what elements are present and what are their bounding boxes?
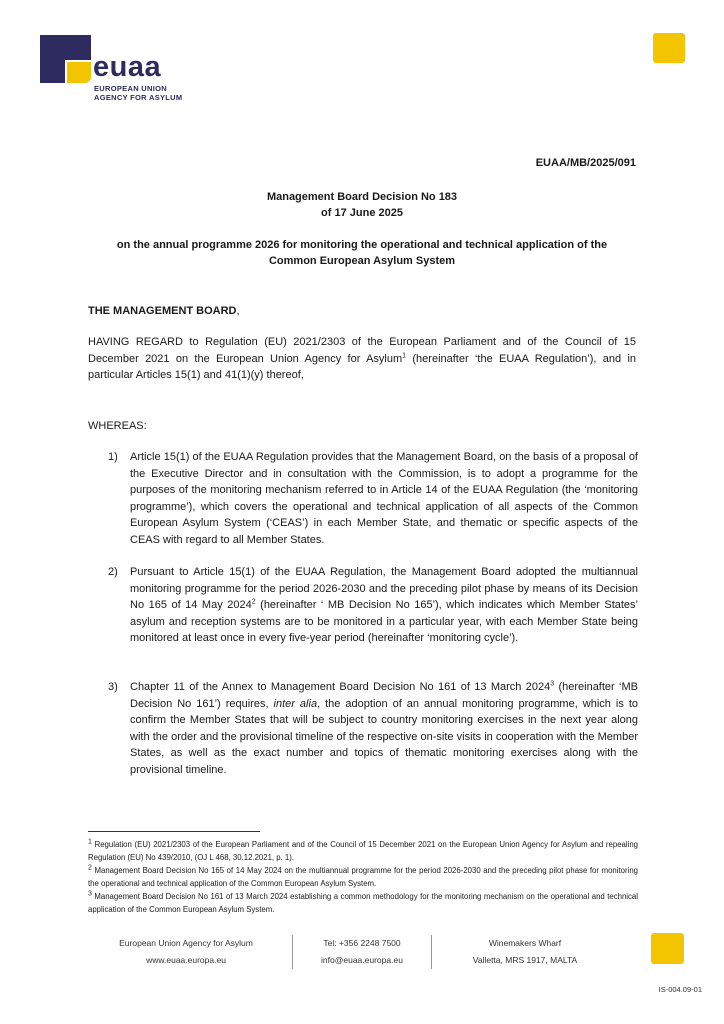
whereas-heading: WHEREAS:: [88, 420, 147, 432]
recital-1: 1) Article 15(1) of the EUAA Regulation provides that the Management Board, on the basis of a proposal of the Executive Director and in consultation with the Commission, is to adopt a programme for the purposes of the monitoring mechanism referred to in Article 14 of the EUAA Regulation (the ‘monitoring programme’), which covers the operational and technical application of all aspects of the Common European Asylum System (‘CEAS’) in each Member State, and thematic or specific aspects of the CEAS with regard to all Member States.: [108, 451, 638, 546]
footer-contact: Tel: +356 2248 7500 info@euaa.europa.eu: [298, 935, 426, 969]
board-heading: THE MANAGEMENT BOARD,: [88, 305, 240, 317]
decision-title: Management Board Decision No 183: [266, 191, 458, 203]
footnote-1: $^1$ Regulation (EU) 2021/2303 of the European Parliament and of the Council of 15 December 2021 on the European Union Agency for Asylum and repealing Regulation (EU) No 439/2010, (OJ L 468, 30.12.2021, p. 1).: [88, 838, 638, 862]
footer-address: Winemakers Wharf Valletta, MRS 1917, MALTA: [472, 938, 578, 965]
footnote-3: $^3$ Management Board Decision No 161 of 13 March 2024 establishing a common methodology for the monitoring mechanism on the operational and technical application of the Common European Asylum System.: [88, 890, 638, 914]
footer-agency: European Union Agency for Asylum www.euaa.europa.eu: [100, 935, 272, 969]
corner-square-bottom: [651, 933, 684, 964]
decision-subject: on the annual programme 2026 for monitoring the operational and technical application of the Common European Asylum System: [116, 239, 608, 267]
document-code: IS-004.09-01: [658, 985, 702, 994]
decision-title-block: [88, 189, 636, 221]
footnotes: [88, 838, 638, 916]
footer-email-link[interactable]: info@euaa.europa.eu: [321, 955, 403, 965]
corner-square-top: [653, 33, 685, 63]
having-regard-paragraph: HAVING REGARD to Regulation (EU) 2021/2303 of the European Parliament and of the Council of 15 December 2021 on the European Union Agency for Asylum$^1$ (hereinafter ‘the EUAA Regulation’), and in particular Articles 15(1) and 41(1)(y) thereof,: [88, 336, 637, 381]
footnote-separator: [88, 831, 260, 832]
recital-2: 2) Pursuant to Article 15(1) of the EUAA Regulation, the Management Board adopted the multiannual monitoring programme for the period 2026-2030 and the preceding pilot phase by means of its Decision No 165 of 14 May 2024$^2$ (hereinafter ‘ MB Decision No 165’), which indicates which Member States’ asylum and reception systems are to be monitored in a particular year, with each Member State being monitored at least once in every five-year period (hereinafter ‘monitoring cycle’).: [108, 566, 638, 644]
logo-subtitle: EUROPEAN UNION AGENCY FOR ASYLUM: [94, 84, 183, 102]
decision-date: of 17 June 2025: [321, 207, 403, 219]
euaa-logo-mark: [40, 35, 91, 83]
recital-3: 3) Chapter 11 of the Annex to Management Board Decision No 161 of 13 March 2024$^3$ (hereinafter ‘MB Decision No 161’) requires, inter alia, the adoption of an annual monitoring programme, which is to confirm the Member States that will be subject to country monitoring exercises in the next year along with the order and the provisional timeline of the respective on-site visits in cooperation with the Member States, as well as the exact number and topics of thematic monitoring exercises along with the provisional timeline.: [108, 680, 639, 776]
document-reference: EUAA/MB/2025/091: [535, 157, 636, 169]
footnote-2: $^2$ Management Board Decision No 165 of 14 May 2024 on the multiannual programme for the period 2026-2030 and the preceding pilot phase for monitoring the operational and technical application of the Common European Asylum System.: [88, 864, 638, 888]
footer-divider-2: [431, 935, 432, 969]
logo-wordmark: euaa: [93, 51, 162, 83]
footer-divider-1: [292, 935, 293, 969]
footer-website-link[interactable]: www.euaa.europa.eu: [146, 955, 226, 965]
